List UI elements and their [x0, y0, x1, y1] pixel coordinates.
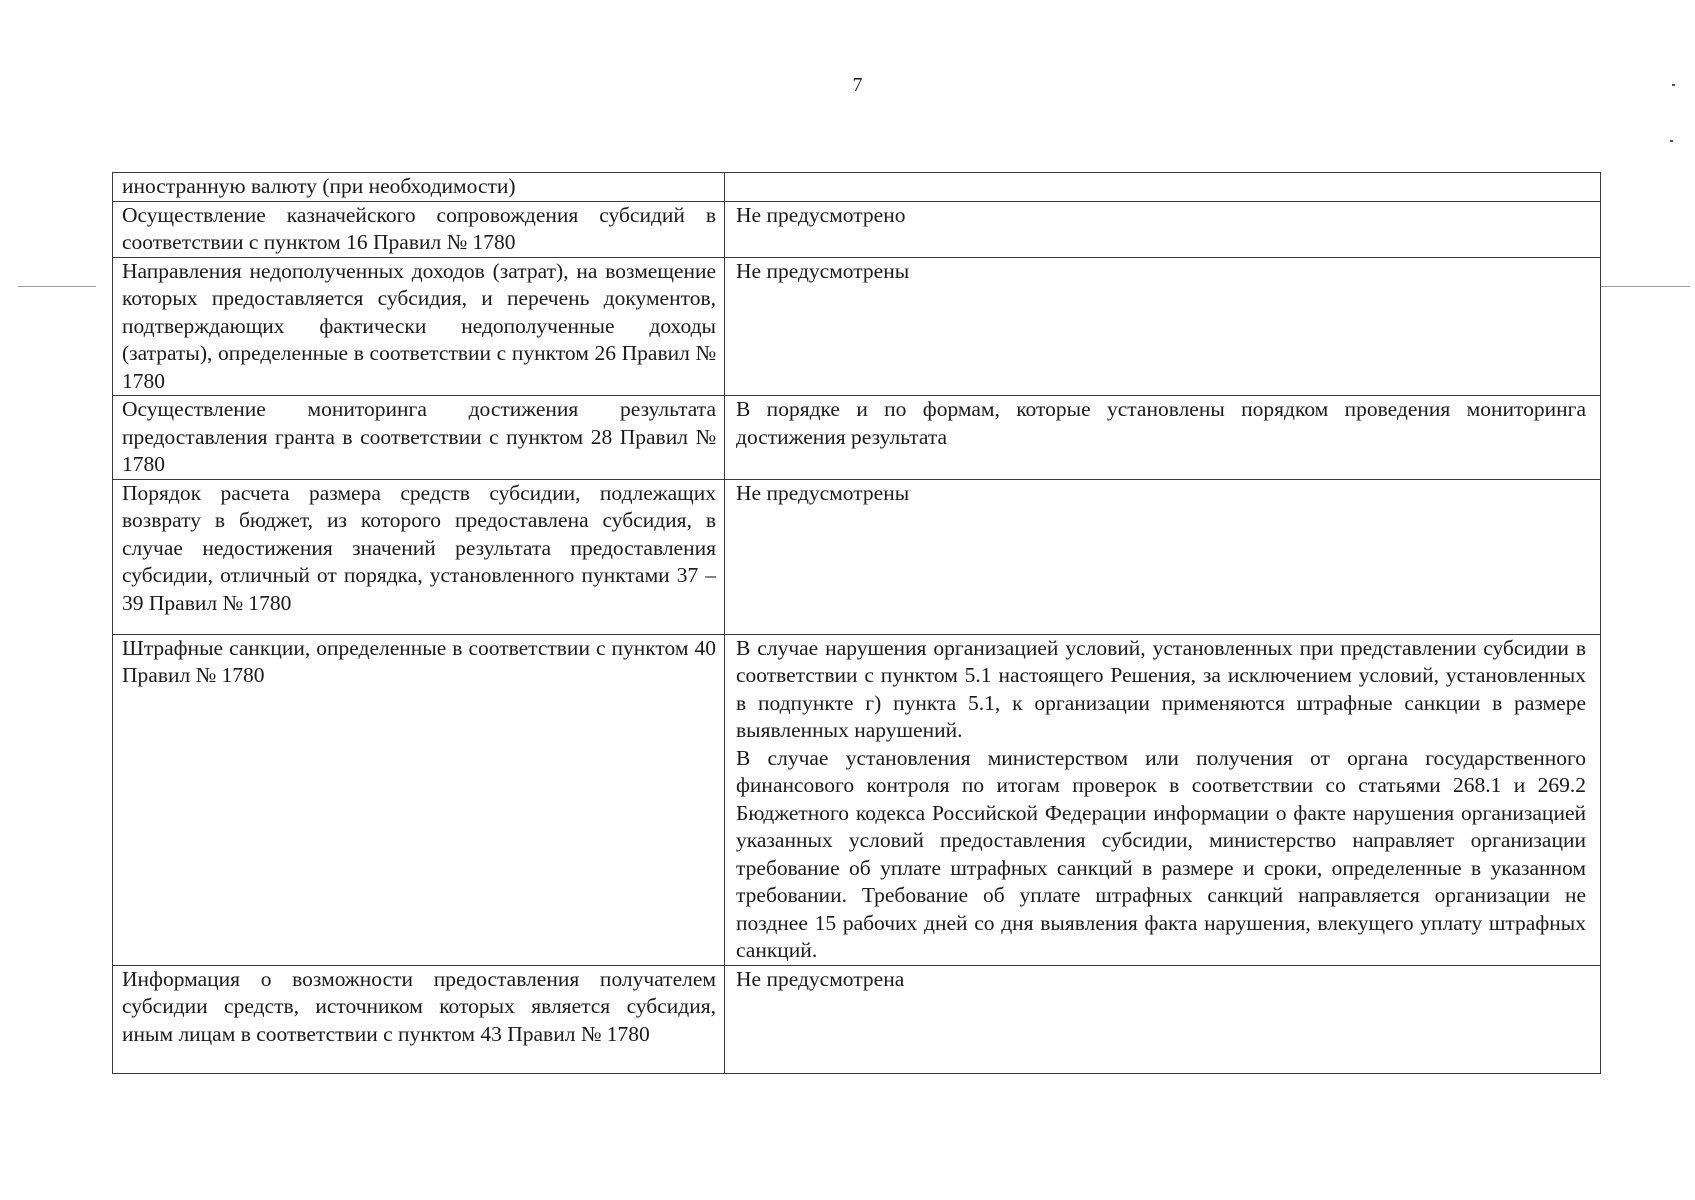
condition-value-paragraph: В случае установления министерством или получения от органа государственного финансового контроля по итогам проверок в соответствии со статьями 268.1 и 269.2 Бюджетного кодекса Российской Федерации информации о факте нарушения организацией указанных условий предоставления субсидии, министерство направляет организации требование об уплате штрафных санкций в размере и сроки, определенные в указанном требовании. Требование об уплате штрафных санкций направляется организации не позднее 15 рабочих дней со дня выявления факта нарушения, влекущего уплату штрафных санкций. [736, 745, 1586, 962]
table-row [113, 173, 1601, 202]
condition-value-paragraph: Не предусмотрены [736, 258, 910, 283]
table-row [113, 479, 1601, 634]
scan-speck [1672, 84, 1675, 86]
conditions-table [112, 172, 1601, 1074]
condition-value-cell [725, 173, 1601, 202]
condition-name-cell: Осуществление мониторинга достижения результата предоставления гранта в соответствии с пунктом 28 Правил № 1780 [113, 396, 725, 480]
condition-value-cell [725, 201, 1601, 257]
page-number: 7 [852, 74, 863, 96]
condition-value-paragraph: Не предусмотрено [736, 202, 906, 227]
scan-artifact-line-left [18, 286, 96, 287]
condition-name-cell: Штрафные санкции, определенные в соответствии с пунктом 40 Правил № 1780 [113, 634, 725, 965]
condition-value-paragraph: В случае нарушения организацией условий, установленных при представлении субсидии в соответствии с пунктом 5.1 настоящего Решения, за исключением условий, установленных в подпункте г) пункта 5.1, к организации применяются штрафные санкции в размере выявленных нарушений. [736, 635, 1586, 742]
condition-name-cell: Осуществление казначейского сопровождения субсидий в соответствии с пунктом 16 Правил № 1780 [113, 201, 725, 257]
condition-name-cell: иностранную валюту (при необходимости) [113, 173, 725, 202]
condition-value-paragraph: В порядке и по формам, которые установлены порядком проведения мониторинга достижения результата [736, 397, 1586, 449]
table-row [113, 396, 1601, 480]
condition-value-paragraph: Не предусмотрены [736, 480, 910, 505]
condition-name-cell: Информация о возможности предоставления получателем субсидии средств, источником которых является субсидия, иным лицам в соответствии с пунктом 43 Правил № 1780 [113, 965, 725, 1073]
condition-value-paragraph: Не предусмотрена [736, 966, 905, 991]
table-row [113, 257, 1601, 396]
condition-name-cell: Порядок расчета размера средств субсидии, подлежащих возврату в бюджет, из которого предоставлена субсидия, в случае недостижения значений результата предоставления субсидии, отличный от порядка, установленного пунктами 37 – 39 Правил № 1780 [113, 479, 725, 634]
condition-value-cell [725, 634, 1601, 965]
condition-name-cell: Направления недополученных доходов (затрат), на возмещение которых предоставляется субсидия, и перечень документов, подтверждающих фактически недополученные доходы (затраты), определенные в соответствии с пунктом 26 Правил № 1780 [113, 257, 725, 396]
condition-value-cell [725, 479, 1601, 634]
condition-value-cell [725, 965, 1601, 1073]
table-row [113, 201, 1601, 257]
conditions-table-body [113, 173, 1601, 1074]
table-row [113, 634, 1601, 965]
scan-speck [1670, 140, 1673, 142]
table-row [113, 965, 1601, 1073]
condition-value-cell [725, 257, 1601, 396]
scan-artifact-line-right [1600, 286, 1690, 287]
condition-value-cell [725, 396, 1601, 480]
